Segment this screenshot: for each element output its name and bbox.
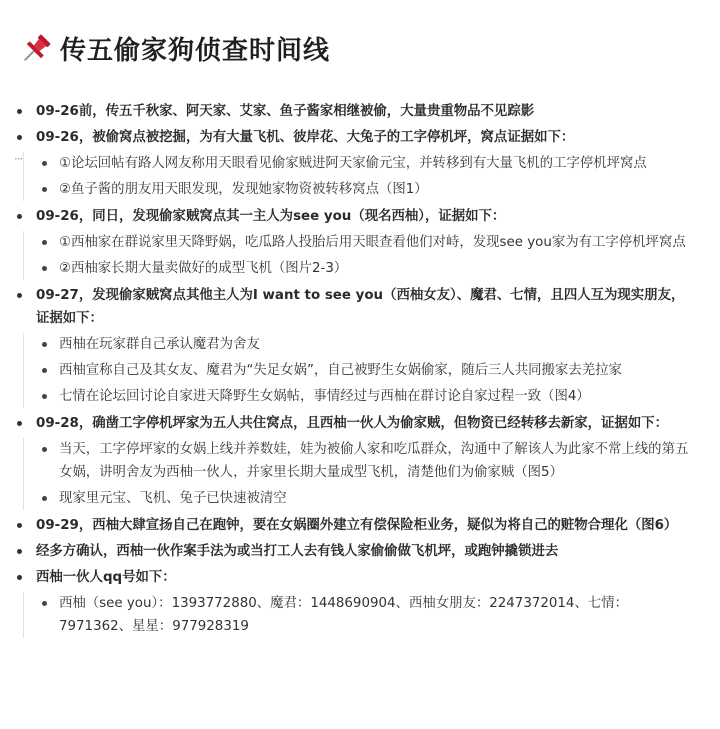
sub-list	[23, 438, 720, 510]
list-item-text: 经多方确认，西柚一伙作案手法为或当打工人去有钱人家偷偷做飞机坪，或跑钟撬锁进去	[0, 540, 720, 563]
page-title	[18, 30, 330, 67]
sub-list-item: 西柚在玩家群自己承认魔君为舍友	[24, 333, 720, 356]
sub-list-item: 当天，工字停坪家的女娲上线并养数娃，娃为被偷人家和吃瓜群众，沟通中了解该人为此家不常上线的第五女娲，讲明舍友为西柚一伙人，并家里长期大量成型飞机，清楚他们为偷家贼（图5）	[24, 438, 720, 484]
sub-list-item: ②西柚家长期大量卖做好的成型飞机（图片2-3）	[24, 257, 720, 280]
sub-list	[14, 152, 720, 201]
sub-list	[23, 333, 720, 408]
list-item	[0, 566, 720, 638]
list-item	[0, 126, 720, 201]
list-item	[0, 205, 720, 280]
sub-list-item: 西柚（see you）：1393772880、魔君：1448690904、西柚女朋友：2247372014、七情：7971362、星星：977928319	[24, 592, 720, 638]
list-item	[0, 514, 720, 537]
pushpin-icon	[18, 31, 54, 67]
list-item	[0, 284, 720, 408]
list-item	[0, 540, 720, 563]
sub-list-item: 现家里元宝、飞机、兔子已快速被清空	[24, 487, 720, 510]
list-item	[0, 100, 720, 123]
list-item-text: 09-26，同日，发现偷家贼窝点其一主人为see you（现名西柚），证据如下：	[0, 205, 720, 228]
list-item-text: 09-29，西柚大肆宣扬自己在跑钟，要在女娲圈外建立有偿保险柜业务，疑似为将自己的赃物合理化（图6）	[0, 514, 720, 537]
list-item-text: 09-27，发现偷家贼窝点其他主人为I want to see you（西柚女友）、魔君、七情，且四人互为现实朋友，证据如下：	[0, 284, 720, 330]
sub-list-item: ①西柚家在群说家里天降野娲，吃瓜路人投胎后用天眼查看他们对峙，发现see you家为有工字停机坪窝点	[24, 231, 720, 254]
sub-list-item: 西柚宣称自己及其女友、魔君为“失足女娲”，自己被野生女娲偷家，随后三人共同搬家去羌拉家	[24, 359, 720, 382]
sub-list-item: 七情在论坛回讨论自家进天降野生女娲帖，事情经过与西柚在群讨论自家过程一致（图4）	[24, 385, 720, 408]
list-item-text: 西柚一伙人qq号如下：	[0, 566, 720, 589]
sub-list-item: ②鱼子酱的朋友用天眼发现，发现她家物资被转移窝点（图1）	[24, 178, 720, 201]
list-item-text: 09-26前，传五千秋家、阿天家、艾家、鱼子酱家相继被偷，大量贵重物品不见踪影	[0, 100, 720, 123]
timeline-list	[0, 100, 720, 642]
list-item-text: 09-28，确凿工字停机坪家为五人共住窝点，且西柚一伙人为偷家贼，但物资已经转移去新家，证据如下：	[0, 412, 720, 435]
drag-handle-icon[interactable]: ···	[14, 152, 23, 166]
list-item	[0, 412, 720, 510]
sub-list-item: ①论坛回帖有路人网友称用天眼看见偷家贼进阿天家偷元宝，并转移到有大量飞机的工字停机坪窝点	[24, 152, 720, 175]
sub-list	[23, 592, 720, 638]
list-item-text: 09-26，被偷窝点被挖掘，为有大量飞机、彼岸花、大兔子的工字停机坪，窝点证据如下：	[0, 126, 720, 149]
page-title-text: 传五偷家狗侦查时间线	[60, 36, 331, 66]
sub-list	[23, 231, 720, 280]
